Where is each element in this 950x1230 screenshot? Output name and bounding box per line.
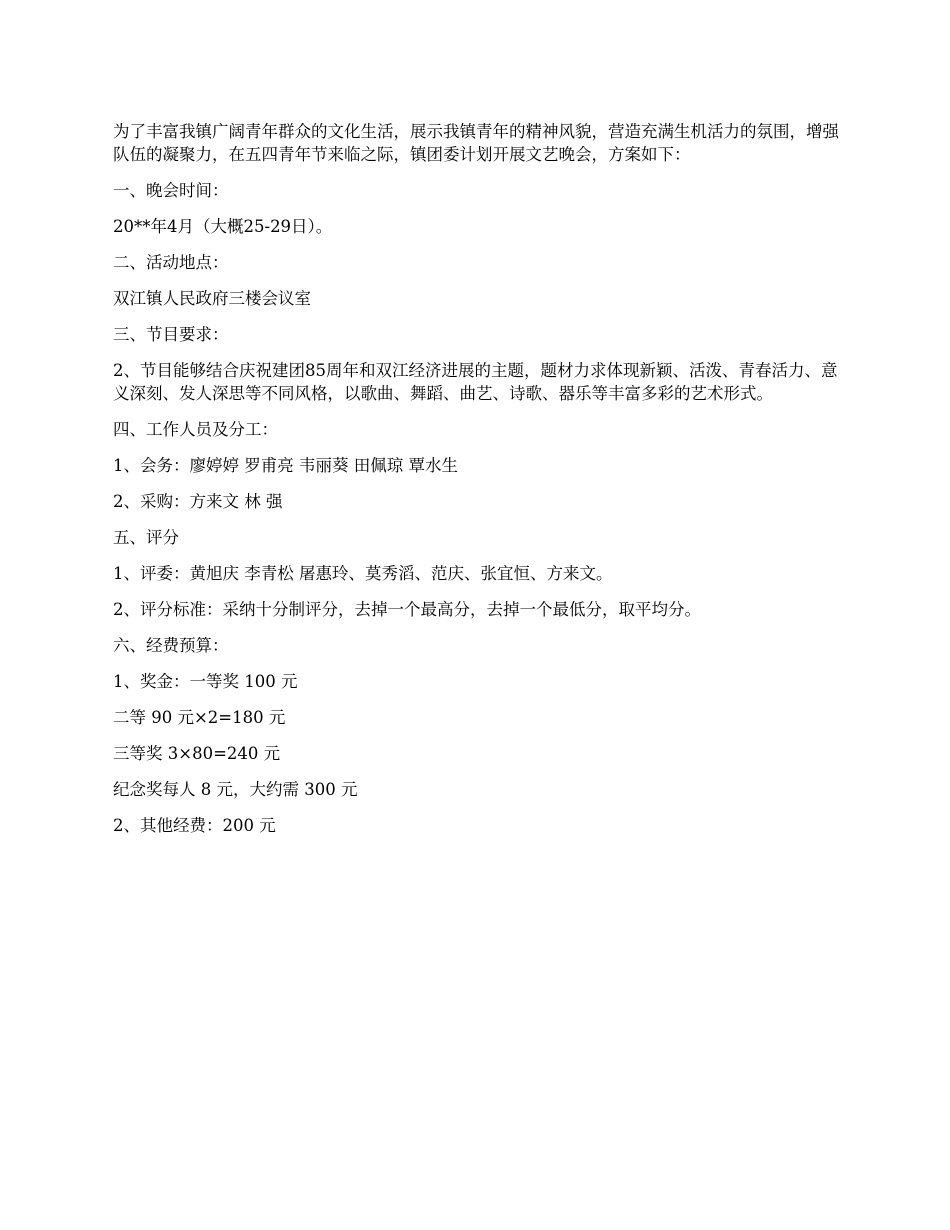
staff-purchasing: 2、采购：方来文 林 强	[113, 492, 283, 511]
program-requirements: 2、节目能够结合庆祝建团85周年和双江经济进展的主题，题材力求体现新颖、活泼、青春活力、意义深刻、发人深思等不同风格，以歌曲、舞蹈、曲艺、诗歌、器乐等丰富多彩的艺术形式。	[113, 361, 838, 403]
intro-paragraph: 为了丰富我镇广阔青年群众的文化生活，展示我镇青年的精神风貌，营造充满生机活力的氛围，增强队伍的凝聚力，在五四青年节来临之际，镇团委计划开展文艺晚会，方案如下：	[113, 122, 839, 164]
budget-other-expenses: 2、其他经费：200 元	[113, 816, 276, 835]
staff-affairs: 1、会务：廖婷婷 罗甫亮 韦丽葵 田佩琼 覃水生	[113, 456, 458, 475]
budget-third-prize: 三等奖 3×80=240 元	[113, 744, 281, 763]
section-heading-scoring: 五、评分	[113, 528, 179, 547]
section-heading-budget: 六、经费预算：	[113, 636, 229, 655]
event-date: 20**年4月（大概25-29日）。	[113, 217, 333, 236]
scoring-standard: 2、评分标准：采纳十分制评分，去掉一个最高分，去掉一个最低分，取平均分。	[113, 600, 701, 619]
budget-second-prize: 二等 90 元×2=180 元	[113, 708, 286, 727]
section-heading-location: 二、活动地点：	[113, 253, 229, 272]
document-body	[113, 120, 843, 850]
scoring-judges: 1、评委：黄旭庆 李青松 屠惠玲、莫秀滔、范庆、张宜恒、方来文。	[113, 564, 613, 583]
section-heading-time: 一、晚会时间：	[113, 181, 229, 200]
budget-souvenir-prize: 纪念奖每人 8 元，大约需 300 元	[113, 780, 358, 799]
section-heading-requirements: 三、节目要求：	[113, 325, 229, 344]
section-heading-staff: 四、工作人员及分工：	[113, 420, 278, 439]
budget-first-prize: 1、奖金：一等奖 100 元	[113, 672, 298, 691]
event-location: 双江镇人民政府三楼会议室	[113, 289, 311, 308]
